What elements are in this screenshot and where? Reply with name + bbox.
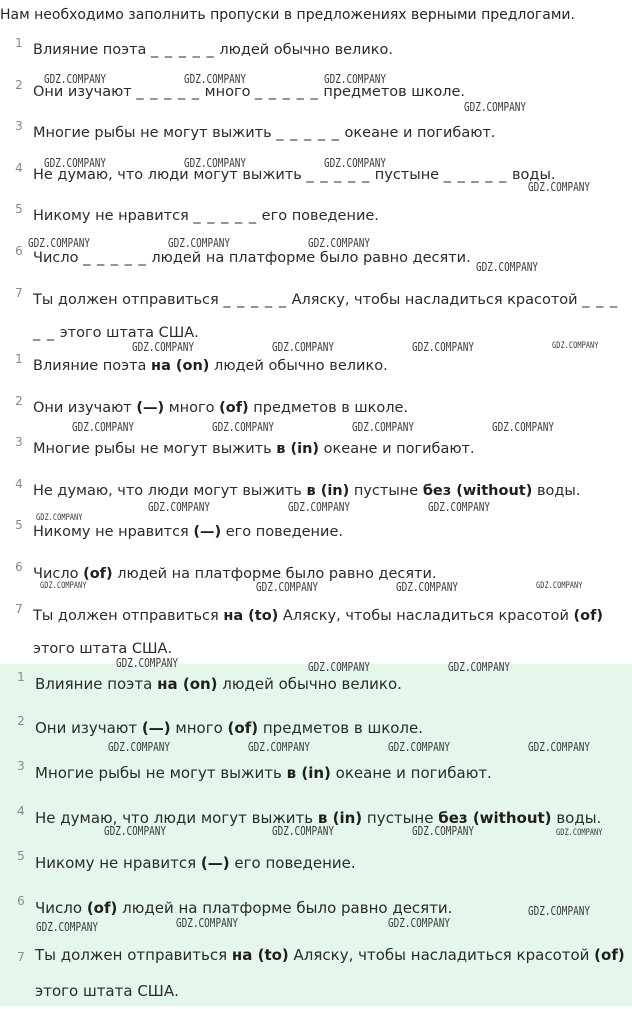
watermark: GDZ.COMPANY [528, 180, 590, 194]
watermark: GDZ.COMPANY [492, 420, 554, 434]
watermark: GDZ.COMPANY [308, 660, 370, 674]
sentence: Влияние поэта на (on) людей обычно велико. [35, 675, 402, 693]
sentence: Никому не нравится (—) его поведение. [35, 854, 356, 872]
watermark: GDZ.COMPANY [116, 656, 178, 670]
watermark: GDZ.COMPANY [388, 740, 450, 754]
watermark: GDZ.COMPANY [104, 824, 166, 838]
sentence: Не думаю, что люди могут выжить в (in) пустыне без (without) воды. [35, 809, 602, 827]
item-number: 7 [15, 286, 23, 300]
watermark: GDZ.COMPANY [396, 580, 458, 594]
sentence: Они изучают (—) много (of) предметов в школе. [35, 719, 424, 737]
watermark: GDZ.COMPANY [536, 581, 583, 591]
watermark: GDZ.COMPANY [528, 740, 590, 754]
watermark: GDZ.COMPANY [108, 740, 170, 754]
item-number: 2 [17, 714, 25, 728]
item-number: 3 [17, 759, 25, 773]
watermark: GDZ.COMPANY [428, 500, 490, 514]
sentence: Ты должен отправиться на (to) Аляску, чтобы насладиться красотой (of) этого штата США. [35, 946, 625, 1000]
sentence: Они изучают (—) много (of) предметов в школе. [33, 400, 409, 416]
watermark: GDZ.COMPANY [212, 420, 274, 434]
watermark: GDZ.COMPANY [168, 236, 230, 250]
watermark: GDZ.COMPANY [36, 513, 83, 523]
sentence: Влияние поэта _ _ _ _ _ людей обычно велико. [33, 42, 393, 58]
item-number: 6 [17, 894, 25, 908]
watermark: GDZ.COMPANY [388, 916, 450, 930]
item-number: 7 [17, 950, 25, 964]
watermark: GDZ.COMPANY [324, 72, 386, 86]
item-number: 3 [15, 119, 23, 133]
watermark: GDZ.COMPANY [184, 72, 246, 86]
watermark: GDZ.COMPANY [72, 420, 134, 434]
sentence: Число _ _ _ _ _ людей на платформе было равно десяти. [33, 250, 471, 266]
item-number: 3 [15, 435, 23, 449]
sentence: Они изучают _ _ _ _ _ много _ _ _ _ _ предметов школе. [33, 84, 466, 100]
item-number: 6 [15, 244, 23, 258]
watermark: GDZ.COMPANY [148, 500, 210, 514]
watermark: GDZ.COMPANY [288, 500, 350, 514]
item-number: 4 [15, 477, 23, 491]
item-number: 1 [17, 670, 25, 684]
watermark: GDZ.COMPANY [40, 581, 87, 591]
watermark: GDZ.COMPANY [448, 660, 510, 674]
watermark: GDZ.COMPANY [256, 580, 318, 594]
sentence: Ты должен отправиться _ _ _ _ _ Аляску, чтобы насладиться красотой _ _ _ _ _ этого штата США. [33, 292, 619, 341]
sentence: Никому не нравится (—) его поведение. [33, 524, 343, 540]
watermark: GDZ.COMPANY [176, 916, 238, 930]
watermark: GDZ.COMPANY [308, 236, 370, 250]
sentence: Многие рыбы не могут выжить _ _ _ _ _ океане и погибают. [33, 125, 496, 141]
watermark: GDZ.COMPANY [44, 72, 106, 86]
watermark: GDZ.COMPANY [464, 100, 526, 114]
watermark: GDZ.COMPANY [36, 920, 98, 934]
sentence: Никому не нравится _ _ _ _ _ его поведение. [33, 208, 379, 224]
watermark: GDZ.COMPANY [556, 828, 603, 838]
sentence: Не думаю, что люди могут выжить в (in) пустыне без (without) воды. [33, 483, 581, 499]
sentence: Многие рыбы не могут выжить в (in) океане и погибают. [33, 441, 475, 457]
task-instruction: Нам необходимо заполнить пропуски в предложениях верными предлогами. [0, 7, 575, 23]
item-number: 2 [15, 78, 23, 92]
item-number: 5 [17, 849, 25, 863]
watermark: GDZ.COMPANY [476, 260, 538, 274]
watermark: GDZ.COMPANY [324, 156, 386, 170]
watermark: GDZ.COMPANY [272, 824, 334, 838]
item-number: 5 [15, 518, 23, 532]
watermark: GDZ.COMPANY [132, 340, 194, 354]
sentence: Число (of) людей на платформе было равно десяти. [35, 899, 453, 917]
watermark: GDZ.COMPANY [44, 156, 106, 170]
sentence: Не думаю, что люди могут выжить _ _ _ _ _ пустыне _ _ _ _ _ воды. [33, 167, 556, 183]
watermark: GDZ.COMPANY [248, 740, 310, 754]
item-number: 1 [15, 352, 23, 366]
sentence: Многие рыбы не могут выжить в (in) океане и погибают. [35, 764, 492, 782]
item-number: 1 [15, 36, 23, 50]
watermark: GDZ.COMPANY [412, 340, 474, 354]
watermark: GDZ.COMPANY [28, 236, 90, 250]
item-number: 4 [15, 161, 23, 175]
item-number: 2 [15, 394, 23, 408]
sentence: Ты должен отправиться на (to) Аляску, чтобы насладиться красотой (of) этого штата США. [33, 608, 604, 657]
item-number: 4 [17, 804, 25, 818]
watermark: GDZ.COMPANY [184, 156, 246, 170]
watermark: GDZ.COMPANY [272, 340, 334, 354]
watermark: GDZ.COMPANY [352, 420, 414, 434]
item-number: 7 [15, 602, 23, 616]
watermark: GDZ.COMPANY [412, 824, 474, 838]
watermark: GDZ.COMPANY [528, 904, 590, 918]
item-number: 5 [15, 202, 23, 216]
watermark: GDZ.COMPANY [552, 341, 599, 351]
item-number: 6 [15, 560, 23, 574]
sentence: Влияние поэта на (on) людей обычно велико. [33, 358, 388, 374]
sentence: Число (of) людей на платформе было равно десяти. [33, 566, 437, 582]
